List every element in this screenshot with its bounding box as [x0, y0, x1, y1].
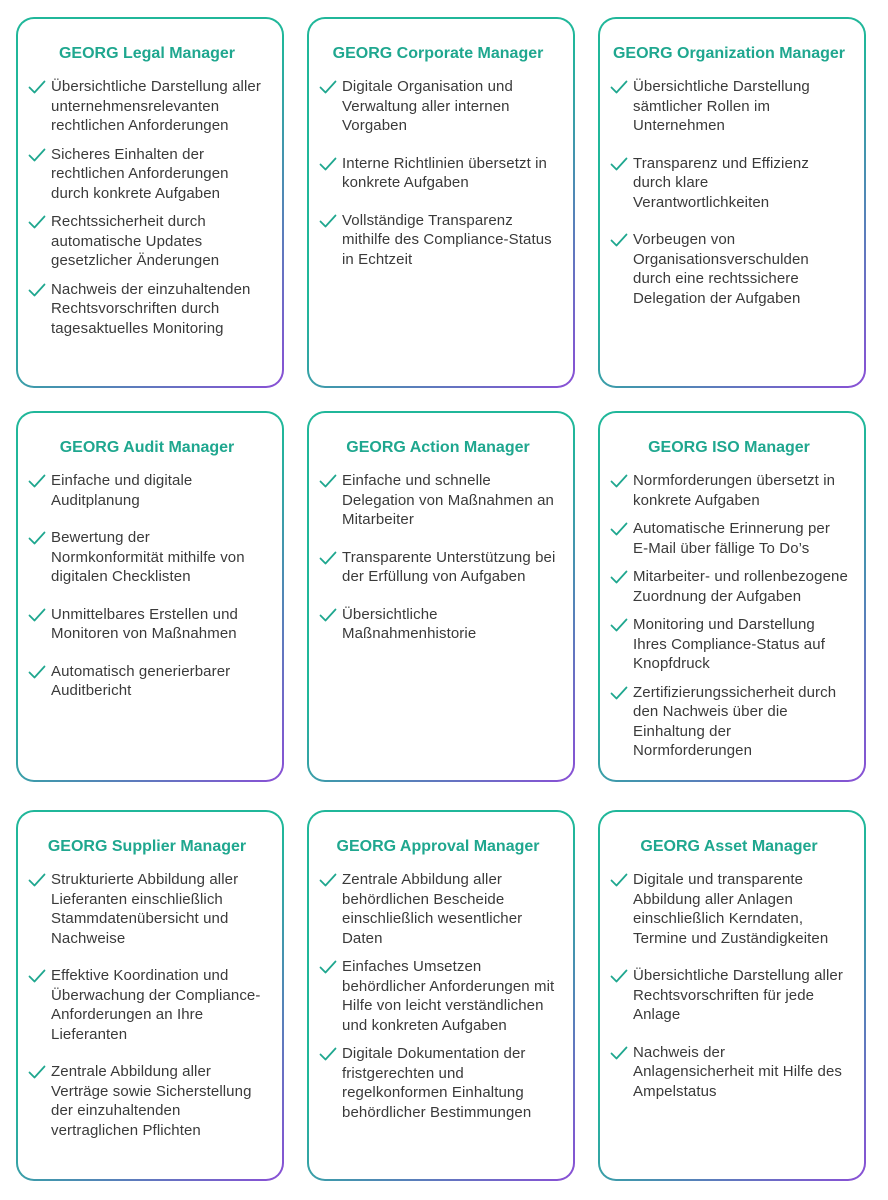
checkmark-icon [610, 968, 628, 984]
checkmark-icon [28, 530, 46, 546]
feature-item [28, 528, 266, 587]
feature-item [319, 548, 557, 587]
card-corporate-manager [307, 17, 575, 388]
feature-item [28, 77, 266, 136]
feature-text: Monitoring und Darstellung Ihres Compliance-Status auf Knopfdruck [633, 616, 825, 672]
checkmark-icon [610, 79, 628, 95]
checkmark-icon [610, 232, 628, 248]
feature-item [610, 683, 848, 761]
card-audit-manager [16, 411, 284, 782]
card-title: GEORG Organization Manager [612, 45, 846, 62]
feature-text: Vorbeugen von Organisationsverschulden durch eine rechtssichere Delegation der Aufgaben [633, 231, 809, 307]
feature-text: Automatisch generierbarer Auditbericht [51, 662, 231, 699]
card-title: GEORG Legal Manager [58, 45, 236, 62]
card-legal-manager [16, 17, 284, 388]
feature-text: Übersichtliche Darstellung aller unternehmensrelevanten rechtlichen Anforderungen [51, 78, 261, 134]
feature-item [319, 870, 557, 948]
feature-item [610, 77, 848, 136]
card-title: GEORG Supplier Manager [47, 838, 247, 855]
feature-text: Transparenz und Effizienz durch klare Verantwortlichkeiten [633, 154, 809, 211]
feature-item [319, 605, 557, 644]
feature-list [28, 471, 266, 701]
feature-list [319, 77, 557, 269]
feature-list [610, 471, 848, 761]
feature-item [319, 211, 557, 270]
feature-text: Interne Richtlinien übersetzt in konkrete Aufgaben [342, 154, 547, 191]
feature-item [28, 1062, 266, 1140]
feature-text: Automatische Erinnerung per E-Mail über fällige To Do’s [633, 520, 830, 557]
feature-text: Digitale und transparente Abbildung aller Anlagen einschließlich Kerndaten, Termine und Zuständigkeiten [633, 871, 829, 947]
feature-item [610, 519, 848, 558]
feature-text: Transparente Unterstützung bei der Erfüllung von Aufgaben [342, 548, 556, 585]
feature-text: Sicheres Einhalten der rechtlichen Anforderungen durch konkrete Aufgaben [51, 145, 229, 202]
feature-item [28, 662, 266, 701]
checkmark-icon [28, 214, 46, 230]
feature-text: Unmittelbares Erstellen und Monitoren von Maßnahmen [51, 605, 238, 642]
feature-text: Zertifizierungssicherheit durch den Nachweis über die Einhaltung der Normforderungen [633, 683, 837, 759]
feature-item [610, 615, 848, 674]
feature-text: Nachweis der Anlagensicherheit mit Hilfe des Ampelstatus [633, 1043, 843, 1100]
card-supplier-manager [16, 810, 284, 1181]
feature-item [610, 966, 848, 1025]
feature-item [610, 567, 848, 606]
card-title: GEORG Asset Manager [640, 838, 818, 855]
feature-item [610, 154, 848, 213]
checkmark-icon [319, 473, 337, 489]
checkmark-icon [319, 959, 337, 975]
feature-item [610, 230, 848, 308]
checkmark-icon [28, 872, 46, 888]
checkmark-icon [28, 968, 46, 984]
checkmark-icon [28, 664, 46, 680]
feature-text: Übersichtliche Maßnahmenhistorie [342, 605, 477, 642]
feature-text: Normforderungen übersetzt in konkrete Aufgaben [633, 472, 836, 509]
feature-item [28, 870, 266, 948]
feature-text: Digitale Organisation und Verwaltung aller internen Vorgaben [342, 78, 513, 134]
feature-item [28, 471, 266, 510]
feature-item [319, 77, 557, 136]
checkmark-icon [28, 79, 46, 95]
checkmark-icon [610, 872, 628, 888]
card-approval-manager [307, 810, 575, 1181]
card-title: GEORG Audit Manager [59, 439, 235, 456]
card-action-manager [307, 411, 575, 782]
checkmark-icon [610, 521, 628, 537]
feature-text: Nachweis der einzuhaltenden Rechtsvorschriften durch tagesaktuelles Monitoring [51, 280, 251, 337]
feature-item [28, 966, 266, 1044]
feature-text: Vollständige Transparenz mithilfe des Compliance-Status in Echtzeit [342, 211, 552, 268]
feature-list [28, 870, 266, 1140]
feature-item [28, 145, 266, 204]
checkmark-icon [319, 79, 337, 95]
feature-text: Zentrale Abbildung aller Verträge sowie Sicherstellung der einzuhaltenden vertraglichen Pflichten [51, 1063, 252, 1139]
feature-item [319, 154, 557, 193]
feature-item [610, 870, 848, 948]
checkmark-icon [610, 156, 628, 172]
feature-item [319, 1044, 557, 1122]
checkmark-icon [28, 607, 46, 623]
feature-text: Effektive Koordination und Überwachung der Compliance- Anforderungen an Ihre Lieferanten [51, 967, 261, 1043]
feature-list [319, 471, 557, 644]
feature-list [28, 77, 266, 338]
checkmark-icon [610, 1045, 628, 1061]
checkmark-icon [610, 685, 628, 701]
checkmark-icon [28, 473, 46, 489]
checkmark-icon [319, 1046, 337, 1062]
feature-text: Übersichtliche Darstellung aller Rechtsvorschriften für jede Anlage [633, 967, 843, 1023]
card-title: GEORG Corporate Manager [332, 45, 544, 62]
feature-item [28, 605, 266, 644]
feature-item [28, 212, 266, 271]
feature-text: Einfache und digitale Auditplanung [51, 472, 193, 509]
feature-text: Einfaches Umsetzen behördlicher Anforderungen mit Hilfe von leicht verständlichen und konkreten Aufgaben [342, 958, 555, 1034]
checkmark-icon [319, 607, 337, 623]
card-asset-manager [598, 810, 866, 1181]
checkmark-icon [610, 617, 628, 633]
feature-item [319, 471, 557, 530]
feature-item [610, 1043, 848, 1102]
checkmark-icon [28, 1064, 46, 1080]
feature-list [610, 870, 848, 1101]
checkmark-icon [319, 872, 337, 888]
checkmark-icon [319, 550, 337, 566]
checkmark-icon [28, 147, 46, 163]
checkmark-icon [610, 473, 628, 489]
feature-item [319, 957, 557, 1035]
card-title: GEORG Action Manager [346, 439, 530, 456]
checkmark-icon [28, 282, 46, 298]
checkmark-icon [610, 569, 628, 585]
feature-text: Zentrale Abbildung aller behördlichen Bescheide einschließlich wesentlicher Daten [342, 871, 523, 947]
card-title: GEORG ISO Manager [648, 439, 810, 456]
feature-item [610, 471, 848, 510]
feature-text: Strukturierte Abbildung aller Lieferanten einschließlich Stammdatenübersicht und Nachweise [51, 871, 239, 947]
feature-list [319, 870, 557, 1122]
feature-text: Digitale Dokumentation der fristgerechten und regelkonformen Einhaltung behördlicher Bestimmungen [342, 1045, 532, 1121]
feature-text: Übersichtliche Darstellung sämtlicher Rollen im Unternehmen [633, 78, 810, 134]
feature-text: Rechtssicherheit durch automatische Updates gesetzlicher Änderungen [51, 213, 220, 269]
card-organization-manager [598, 17, 866, 388]
feature-text: Mitarbeiter- und rollenbezogene Zuordnung der Aufgaben [633, 568, 848, 605]
feature-list [610, 77, 848, 308]
checkmark-icon [319, 156, 337, 172]
card-title: GEORG Approval Manager [336, 838, 540, 855]
feature-text: Einfache und schnelle Delegation von Maßnahmen an Mitarbeiter [342, 472, 554, 528]
checkmark-icon [319, 213, 337, 229]
feature-item [28, 280, 266, 339]
feature-text: Bewertung der Normkonformität mithilfe von digitalen Checklisten [51, 529, 245, 585]
card-iso-manager [598, 411, 866, 782]
